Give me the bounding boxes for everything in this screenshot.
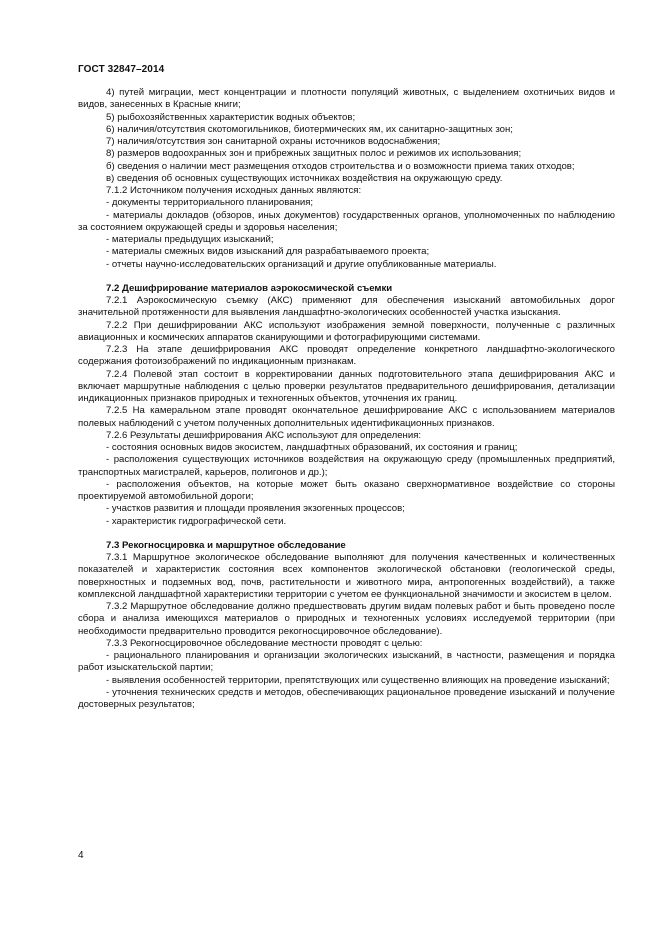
list-block-1 xyxy=(78,87,615,271)
list-item: - выявления особенностей территории, препятствующих или существенно влияющих на проведение изысканий; xyxy=(106,674,610,686)
list-item: б) сведения о наличии мест размещения отходов строительства и о возможности приема таких отходов; xyxy=(106,160,575,172)
paragraph: 7.3.2 Маршрутное обследование должно предшествовать другим видам полевых работ и быть проведено после сбора и анализа имеющихся материалов о природных и техногенных условиях исследуемой территории (при необходимости предварительно проводится рекогносцировочное обследование). xyxy=(78,601,615,637)
section-heading: 7.2 Дешифрирование материалов аэрокосмической съемки xyxy=(106,282,393,294)
page-number: 4 xyxy=(78,850,84,861)
list-item: - отчеты научно-исследовательских организаций и другие опубликованные материалы. xyxy=(106,258,497,270)
section-7-2 xyxy=(78,283,615,528)
list-item: 6) наличия/отсутствия скотомогильников, биотермических ям, их санитарно-защитных зон; xyxy=(106,123,513,135)
paragraph: 7.2.6 Результаты дешифрирования АКС используют для определения: xyxy=(106,429,422,441)
list-item: - расположения существующих источников воздействия на окружающую среду (промышленных предприятий, транспортных магистралей, карьеров, полигонов и др.); xyxy=(78,454,615,478)
paragraph: 7.2.3 На этапе дешифрирования АКС проводят определение конкретного ландшафтно-экологического содержания фотоизображений по индикационным признакам. xyxy=(78,344,615,368)
list-item: - материалы докладов (обзоров, иных документов) государственных органов, уполномоченных по наблюдению за состоянием окружающей среды и здоровья населения; xyxy=(78,209,615,233)
paragraph: 7.2.2 При дешифрировании АКС используют изображения земной поверхности, полученные с различных авиационных и космических аппаратов сканирующими и фотографирующими системами. xyxy=(78,319,615,343)
paragraph: 7.1.2 Источником получения исходных данных являются: xyxy=(106,185,362,196)
document-header: ГОСТ 32847–2014 xyxy=(78,64,165,75)
paragraph: 7.3.1 Маршрутное экологическое обследование выполняют для получения качественных и количественных показателей и характеристик состояния всех компонентов экологической обстановки (геологической среды, поверхностных и подземных вод, почв, растительности и животного мира, антропогенных воздействий), а также комплексной ландшафтной характеристики территории с учетом ее функциональной значимости и экосистем в целом. xyxy=(78,552,615,600)
list-item: - рационального планирования и организации экологических изысканий, в частности, размещения и порядка работ изыскательской партии; xyxy=(78,650,615,674)
paragraph: 7.2.5 На камеральном этапе проводят окончательное дешифрирование АКС с использованием материалов полевых наблюдений с учетом полученных дополнительных идентификационных признаков. xyxy=(78,405,615,429)
list-item: 4) путей миграции, мест концентрации и плотности популяций животных, с выделением охотничьих видов и видов, занесенных в Красные книги; xyxy=(78,87,615,111)
paragraph: 7.2.1 Аэрокосмическую съемку (АКС) применяют для обеспечения изысканий автомобильных дорог значительной протяженности для выявления ландшафтно-экологических особенностей участка изыскания. xyxy=(78,295,615,319)
list-item: - уточнения технических средств и методов, обеспечивающих рациональное проведение изысканий и получение достоверных результатов; xyxy=(78,686,615,710)
list-item: - характеристик гидрографической сети. xyxy=(106,515,287,527)
section-7-3 xyxy=(78,540,615,712)
paragraph: 7.3.3 Рекогносцировочное обследование местности проводят с целью: xyxy=(106,637,423,649)
paragraph: 7.2.4 Полевой этап состоит в корректировании данных подготовительного этапа дешифрирования АКС и включает маршрутные наблюдения с целью проверки результатов предварительного дешифрирования, детализации индикационных признаков природных и техногенных объектов, уточнения их границ. xyxy=(78,368,615,404)
list-item: 8) размеров водоохранных зон и прибрежных защитных полос и режимов их использования; xyxy=(106,148,522,160)
list-item: 5) рыбохозяйственных характеристик водных объектов; xyxy=(106,111,356,123)
list-item: - расположения объектов, на которые может быть оказано сверхнормативное воздействие со стороны проектируемой автомобильной дороги; xyxy=(78,478,615,502)
list-item: - материалы смежных видов изысканий для разрабатываемого проекта; xyxy=(106,246,430,258)
list-item: в) сведения об основных существующих источниках воздействия на окружающую среду. xyxy=(106,172,503,184)
page-body xyxy=(78,87,615,711)
list-item: - состояния основных видов экосистем, ландшафтных образований, их состояния и границ; xyxy=(106,442,518,453)
list-item: - участков развития и площади проявления экзогенных процессов; xyxy=(106,503,405,515)
list-item: 7) наличия/отсутствия зон санитарной охраны источников водоснабжения; xyxy=(106,136,441,147)
section-heading: 7.3 Рекогносцировка и маршрутное обследование xyxy=(106,539,346,551)
list-item: - материалы предыдущих изысканий; xyxy=(106,234,274,245)
list-item: - документы территориального планирования; xyxy=(106,197,314,209)
